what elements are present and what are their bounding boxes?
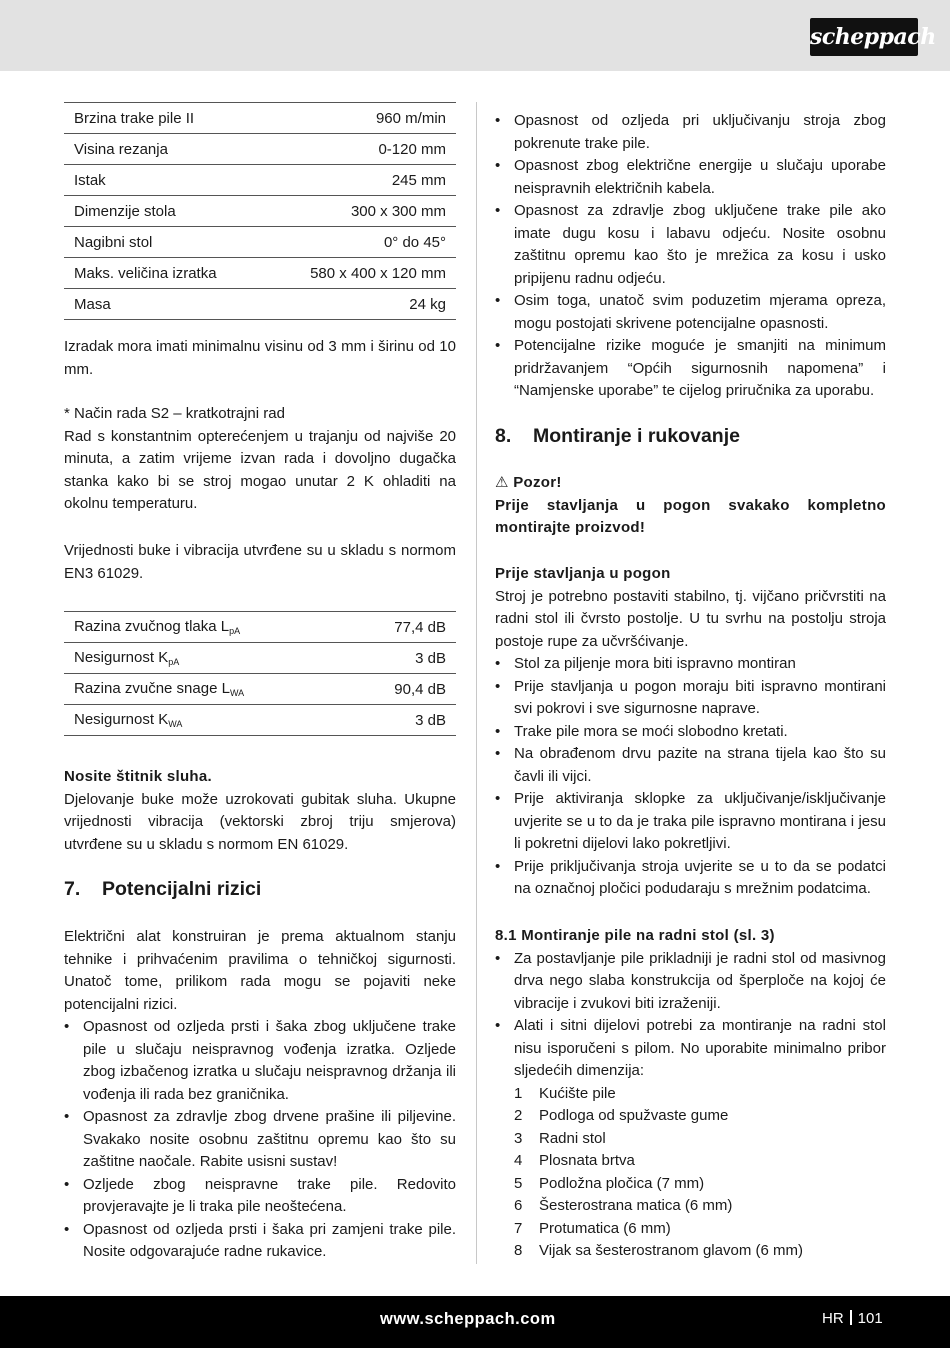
spec-value: 0° do 45° <box>264 227 456 258</box>
noise-label: Nesigurnost K <box>74 649 169 666</box>
spec-row <box>64 134 456 165</box>
risk-bullets-continued <box>495 110 886 403</box>
part-name: Protumatica (6 mm) <box>539 1219 671 1237</box>
part-name: Vijak sa šesterostranom glavom (6 mm) <box>539 1242 803 1259</box>
noise-value: 3 dB <box>349 643 456 674</box>
part-name: Podloga od spužvaste gume <box>539 1107 729 1124</box>
part-item <box>495 1218 886 1241</box>
spec-row <box>64 289 456 320</box>
noise-value: 3 dB <box>349 705 456 736</box>
warning-triangle-icon: ⚠ <box>495 474 509 491</box>
list-item: • Prije aktiviranja sklopke za uključivanje/isključivanje uvjerite se u to da je traka pile ispravno montirana i jesu li pokretni dijelovi lako pokretljivi. <box>495 788 886 856</box>
min-size-note: Izradak mora imati minimalnu visinu od 3 mm i širinu od 10 mm. <box>64 338 456 378</box>
spec-row <box>64 165 456 196</box>
part-item <box>495 1150 886 1173</box>
part-item <box>495 1083 886 1106</box>
list-item: • Opasnost od ozljeda pri uključivanju stroja zbog pokrenute trake pile. <box>495 110 886 155</box>
header-bar <box>0 0 950 71</box>
s2-text: Rad s konstantnim opterećenjem u trajanju od najviše 20 minuta, a zatim vrijeme izvan rada i dovoljno dugačka stanka kako bi se stroj mogao unutar 2 K ohladiti na okolnu temperaturu. <box>64 427 456 512</box>
spec-label: Istak <box>64 165 264 196</box>
noise-row <box>64 612 456 643</box>
spec-label: Maks. veličina izratka <box>64 258 264 289</box>
hearing-text: Djelovanje buke može uzrokovati gubitak sluha. Ukupne vrijednosti vibracija (vektorski zbroj triju smjerova) utvrđene su u skladu s normom EN 61029. <box>64 790 456 853</box>
website-link[interactable]: www.scheppach.com <box>380 1310 556 1328</box>
noise-label-cell <box>64 674 349 705</box>
spec-row <box>64 103 456 134</box>
section-8-number: 8. <box>495 425 512 447</box>
list-item: • Opasnost za zdravlje zbog drvene prašine ili piljevine. Svakako nosite osobnu zaštitnu opremu kao što su zaštitne naočale. Rabite usisni sustav! <box>64 1106 456 1174</box>
list-item: • Opasnost zbog električne energije u slučaju uporabe neispravnih električnih kabela. <box>495 155 886 200</box>
list-item: • Potencijalne rizike moguće je smanjiti na minimum pridržavanjem “Općih sigurnosnih napomena” i “Namjenske uporabe” te cijelog priručnika za uporabu. <box>495 335 886 403</box>
list-item: • Na obrađenom drvu pazite na strana tijela kao što su čavli ili vijci. <box>495 743 886 788</box>
spec-label: Dimenzije stola <box>64 196 264 227</box>
part-name: Plosnata brtva <box>539 1152 635 1169</box>
page-indicator <box>822 1310 883 1327</box>
noise-label: Razina zvučne snage L <box>74 680 230 697</box>
part-name: Podložna pločica (7 mm) <box>539 1174 705 1192</box>
part-name: Radni stol <box>539 1129 606 1147</box>
language-code: HR <box>822 1310 844 1327</box>
warning-heading <box>495 472 886 495</box>
part-number: 4 <box>514 1152 523 1169</box>
spec-label: Brzina trake pile II <box>64 103 264 134</box>
part-number: 8 <box>514 1242 523 1259</box>
section-8-title: Montiranje i rukovanje <box>533 425 740 447</box>
noise-row <box>64 705 456 736</box>
noise-row <box>64 643 456 674</box>
part-number: 5 <box>514 1174 523 1192</box>
part-number: 3 <box>514 1129 523 1147</box>
footer-bar <box>0 1296 950 1348</box>
part-name: Kućište pile <box>539 1084 616 1102</box>
noise-subscript: pA <box>229 626 241 636</box>
list-item: • Alati i sitni dijelovi potrebi za montiranje na radni stol nisu isporučeni s pilom. No uporabite minimalno pribor sljedećih dimenzija: <box>495 1015 886 1083</box>
noise-label-cell <box>64 612 349 643</box>
spec-row <box>64 196 456 227</box>
warning-text: Prije stavljanja u pogon svakako kompletno montirajte proizvod! <box>495 496 886 536</box>
spec-value: 300 x 300 mm <box>264 196 456 227</box>
noise-label: Razina zvučnog tlaka L <box>74 618 230 635</box>
spec-label: Masa <box>64 289 264 320</box>
list-item: • Osim toga, unatoč svim poduzetim mjerama opreza, mogu postojati skrivene potencijalne opasnosti. <box>495 290 886 335</box>
spec-value: 0-120 mm <box>264 134 456 165</box>
page-separator <box>850 1310 852 1325</box>
part-item <box>495 1195 886 1218</box>
section-7-bullets <box>64 1016 456 1264</box>
spec-value: 580 x 400 x 120 mm <box>264 258 456 289</box>
part-number: 1 <box>514 1084 523 1102</box>
prior-bullets <box>495 653 886 901</box>
spec-value: 960 m/min <box>264 103 456 134</box>
part-number: 7 <box>514 1219 523 1237</box>
section-7-number: 7. <box>64 878 81 900</box>
spec-label: Nagibni stol <box>64 227 264 258</box>
list-item: • Prije priključivanja stroja uvjerite se u to da se podatci na označnoj pločici podudaraju s mrežnim podatcima. <box>495 856 886 901</box>
list-item: • Trake pile mora se moći slobodno kretati. <box>495 721 886 744</box>
noise-subscript: WA <box>229 688 245 698</box>
list-item: • Prije stavljanja u pogon moraju biti ispravno montirani svi pokrovi i sve sigurnosne naprave. <box>495 676 886 721</box>
column-divider <box>476 102 477 1264</box>
spec-row <box>64 258 456 289</box>
noise-value: 77,4 dB <box>349 612 456 643</box>
noise-subscript: WA <box>168 719 183 729</box>
noise-row <box>64 674 456 705</box>
noise-label: Nesigurnost K <box>74 711 169 728</box>
spec-value: 24 kg <box>264 289 456 320</box>
list-item: • Ozljede zbog neispravne trake pile. Redovito provjeravajte je li traka pile neoštećena. <box>64 1174 456 1219</box>
spec-row <box>64 227 456 258</box>
section-7-title: Potencijalni rizici <box>102 878 262 900</box>
section-7-intro: Električni alat konstruiran je prema aktualnom stanju tehnike i prihvaćenim pravilima o tehničkoj sigurnosti. Unatoč tome, prilikom rada mogu se pojaviti neke potencijalni rizici. <box>64 928 456 1013</box>
parts-list <box>495 1083 886 1263</box>
spec-table <box>64 102 456 320</box>
prior-heading: Prije stavljanja u pogon <box>495 565 671 582</box>
scheppach-logo: scheppach <box>810 18 918 56</box>
section-8-heading <box>495 423 886 449</box>
noise-label-cell <box>64 643 349 674</box>
list-item: • Opasnost od ozljeda prsti i šaka pri zamjeni trake pile. Nosite odgovarajuće radne rukavice. <box>64 1219 456 1264</box>
part-item <box>495 1173 886 1196</box>
part-number: 2 <box>514 1107 523 1124</box>
s2-title: * Način rada S2 – kratkotrajni rad <box>64 405 285 422</box>
section-8-1-heading: 8.1 Montiranje pile na radni stol (sl. 3) <box>495 927 775 944</box>
noise-value: 90,4 dB <box>349 674 456 705</box>
part-name: Šesterostrana matica (6 mm) <box>539 1197 733 1214</box>
part-number: 6 <box>514 1197 523 1214</box>
part-item <box>495 1240 886 1263</box>
spec-label: Visina rezanja <box>64 134 264 165</box>
noise-table <box>64 611 456 736</box>
noise-label-cell <box>64 705 349 736</box>
page-number: 101 <box>857 1310 883 1327</box>
section-7-heading <box>64 876 456 902</box>
section-8-1-bullets <box>495 948 886 1083</box>
list-item: • Opasnost za zdravlje zbog uključene trake pile ako imate dugu kosu i labavu odjeću. Nosite osobnu zaštitnu opremu kao što je mrežica za kosu i usko pripijenu radnu odjeću. <box>495 200 886 290</box>
prior-text: Stroj je potrebno postaviti stabilno, tj. vijčano pričvrstiti na radni stol ili čvrsto postolje. U tu svrhu na postolju stroja postoje rupe za učvršćivanje. <box>495 587 886 650</box>
warning-title: Pozor! <box>513 474 562 491</box>
hearing-title: Nosite štitnik sluha. <box>64 768 212 785</box>
list-item: • Opasnost od ozljeda prsti i šaka zbog uključene trake pile u slučaju neispravnog vođenja izratka. Ozljede zbog izbačenog izratka u slučaju neispravnog držanja ili vođenja ili rada bez graničnika. <box>64 1016 456 1106</box>
noise-subscript: pA <box>168 657 180 667</box>
part-item <box>495 1128 886 1151</box>
noise-intro: Vrijednosti buke i vibracija utvrđene su u skladu s normom EN3 61029. <box>64 542 456 582</box>
list-item: • Za postavljanje pile prikladniji je radni stol od masivnog drva nego slaba konstrukcija od šperploče na kojoj će vibracije i zvukovi biti izraženiji. <box>495 948 886 1016</box>
part-item <box>495 1105 886 1128</box>
list-item: • Stol za piljenje mora biti ispravno montiran <box>495 653 886 676</box>
spec-value: 245 mm <box>264 165 456 196</box>
